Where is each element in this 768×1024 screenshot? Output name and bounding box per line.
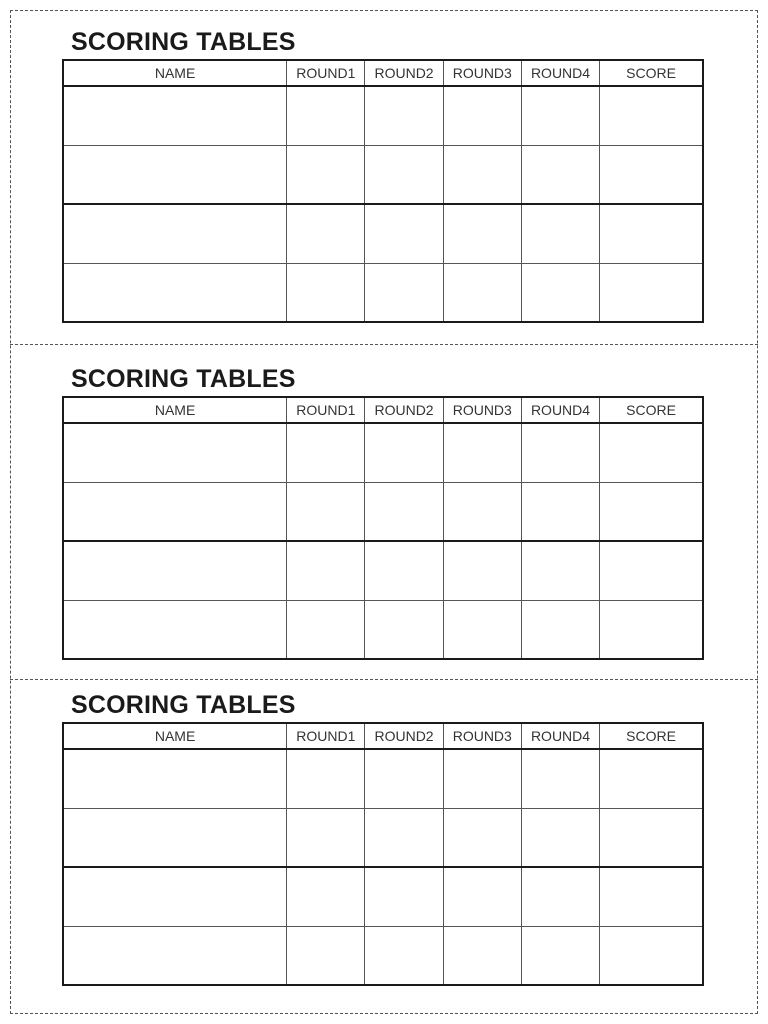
- round-cell[interactable]: [287, 204, 365, 263]
- round-cell[interactable]: [287, 926, 365, 985]
- round-cell[interactable]: [521, 263, 599, 322]
- score-cell[interactable]: [600, 600, 703, 659]
- round-cell[interactable]: [443, 600, 521, 659]
- round-cell[interactable]: [521, 423, 599, 482]
- round-cell[interactable]: [521, 600, 599, 659]
- round-cell[interactable]: [443, 867, 521, 926]
- round-cell[interactable]: [287, 263, 365, 322]
- header-row: [63, 723, 703, 749]
- score-cell[interactable]: [600, 482, 703, 541]
- table-row: [63, 423, 703, 482]
- cut-line: [10, 344, 758, 345]
- score-cell[interactable]: [600, 749, 703, 808]
- column-header-name: NAME: [63, 723, 287, 749]
- round-cell[interactable]: [443, 482, 521, 541]
- column-header-round3: ROUND3: [443, 397, 521, 423]
- name-cell[interactable]: [63, 423, 287, 482]
- name-cell[interactable]: [63, 749, 287, 808]
- score-cell[interactable]: [600, 145, 703, 204]
- table-row: [63, 808, 703, 867]
- round-cell[interactable]: [287, 145, 365, 204]
- section-title: SCORING TABLES: [71, 28, 296, 56]
- round-cell[interactable]: [287, 808, 365, 867]
- table-row: [63, 749, 703, 808]
- name-cell[interactable]: [63, 204, 287, 263]
- round-cell[interactable]: [287, 423, 365, 482]
- round-cell[interactable]: [443, 145, 521, 204]
- round-cell[interactable]: [365, 926, 443, 985]
- table-row: [63, 204, 703, 263]
- name-cell[interactable]: [63, 145, 287, 204]
- round-cell[interactable]: [521, 204, 599, 263]
- column-header-round2: ROUND2: [365, 60, 443, 86]
- round-cell[interactable]: [287, 867, 365, 926]
- round-cell[interactable]: [365, 263, 443, 322]
- table-row: [63, 926, 703, 985]
- round-cell[interactable]: [521, 808, 599, 867]
- round-cell[interactable]: [287, 482, 365, 541]
- name-cell[interactable]: [63, 86, 287, 145]
- column-header-round4: ROUND4: [521, 723, 599, 749]
- table-row: [63, 482, 703, 541]
- score-cell[interactable]: [600, 263, 703, 322]
- table-row: [63, 86, 703, 145]
- table-row: [63, 867, 703, 926]
- name-cell[interactable]: [63, 926, 287, 985]
- column-header-round2: ROUND2: [365, 723, 443, 749]
- round-cell[interactable]: [521, 145, 599, 204]
- score-cell[interactable]: [600, 926, 703, 985]
- round-cell[interactable]: [443, 423, 521, 482]
- round-cell[interactable]: [443, 86, 521, 145]
- column-header-round1: ROUND1: [287, 60, 365, 86]
- name-cell[interactable]: [63, 541, 287, 600]
- name-cell[interactable]: [63, 263, 287, 322]
- name-cell[interactable]: [63, 867, 287, 926]
- round-cell[interactable]: [365, 145, 443, 204]
- cut-line: [10, 679, 758, 680]
- header-row: [63, 397, 703, 423]
- column-header-round4: ROUND4: [521, 60, 599, 86]
- score-cell[interactable]: [600, 541, 703, 600]
- section-title: SCORING TABLES: [71, 691, 296, 719]
- column-header-round1: ROUND1: [287, 397, 365, 423]
- round-cell[interactable]: [365, 423, 443, 482]
- round-cell[interactable]: [287, 541, 365, 600]
- column-header-round3: ROUND3: [443, 723, 521, 749]
- section-title: SCORING TABLES: [71, 365, 296, 393]
- round-cell[interactable]: [521, 482, 599, 541]
- round-cell[interactable]: [521, 749, 599, 808]
- round-cell[interactable]: [365, 749, 443, 808]
- column-header-name: NAME: [63, 397, 287, 423]
- scoring-table: [62, 396, 704, 660]
- header-row: [63, 60, 703, 86]
- table-row: [63, 600, 703, 659]
- round-cell[interactable]: [365, 541, 443, 600]
- table-row: [63, 145, 703, 204]
- round-cell[interactable]: [365, 204, 443, 263]
- round-cell[interactable]: [443, 204, 521, 263]
- round-cell[interactable]: [365, 867, 443, 926]
- column-header-score: SCORE: [600, 397, 703, 423]
- round-cell[interactable]: [287, 86, 365, 145]
- round-cell[interactable]: [521, 86, 599, 145]
- round-cell[interactable]: [443, 926, 521, 985]
- scoring-table: [62, 722, 704, 986]
- round-cell[interactable]: [521, 926, 599, 985]
- round-cell[interactable]: [443, 808, 521, 867]
- column-header-score: SCORE: [600, 723, 703, 749]
- round-cell[interactable]: [365, 482, 443, 541]
- scoring-table: [62, 59, 704, 323]
- column-header-round2: ROUND2: [365, 397, 443, 423]
- round-cell[interactable]: [521, 541, 599, 600]
- column-header-round3: ROUND3: [443, 60, 521, 86]
- table-row: [63, 263, 703, 322]
- column-header-name: NAME: [63, 60, 287, 86]
- round-cell[interactable]: [443, 749, 521, 808]
- column-header-score: SCORE: [600, 60, 703, 86]
- round-cell[interactable]: [365, 86, 443, 145]
- round-cell[interactable]: [365, 600, 443, 659]
- round-cell[interactable]: [287, 600, 365, 659]
- round-cell[interactable]: [443, 263, 521, 322]
- score-cell[interactable]: [600, 86, 703, 145]
- round-cell[interactable]: [521, 867, 599, 926]
- score-cell[interactable]: [600, 423, 703, 482]
- table-row: [63, 541, 703, 600]
- column-header-round1: ROUND1: [287, 723, 365, 749]
- name-cell[interactable]: [63, 482, 287, 541]
- column-header-round4: ROUND4: [521, 397, 599, 423]
- score-cell[interactable]: [600, 204, 703, 263]
- round-cell[interactable]: [443, 541, 521, 600]
- round-cell[interactable]: [365, 808, 443, 867]
- name-cell[interactable]: [63, 600, 287, 659]
- round-cell[interactable]: [287, 749, 365, 808]
- score-cell[interactable]: [600, 808, 703, 867]
- name-cell[interactable]: [63, 808, 287, 867]
- score-cell[interactable]: [600, 867, 703, 926]
